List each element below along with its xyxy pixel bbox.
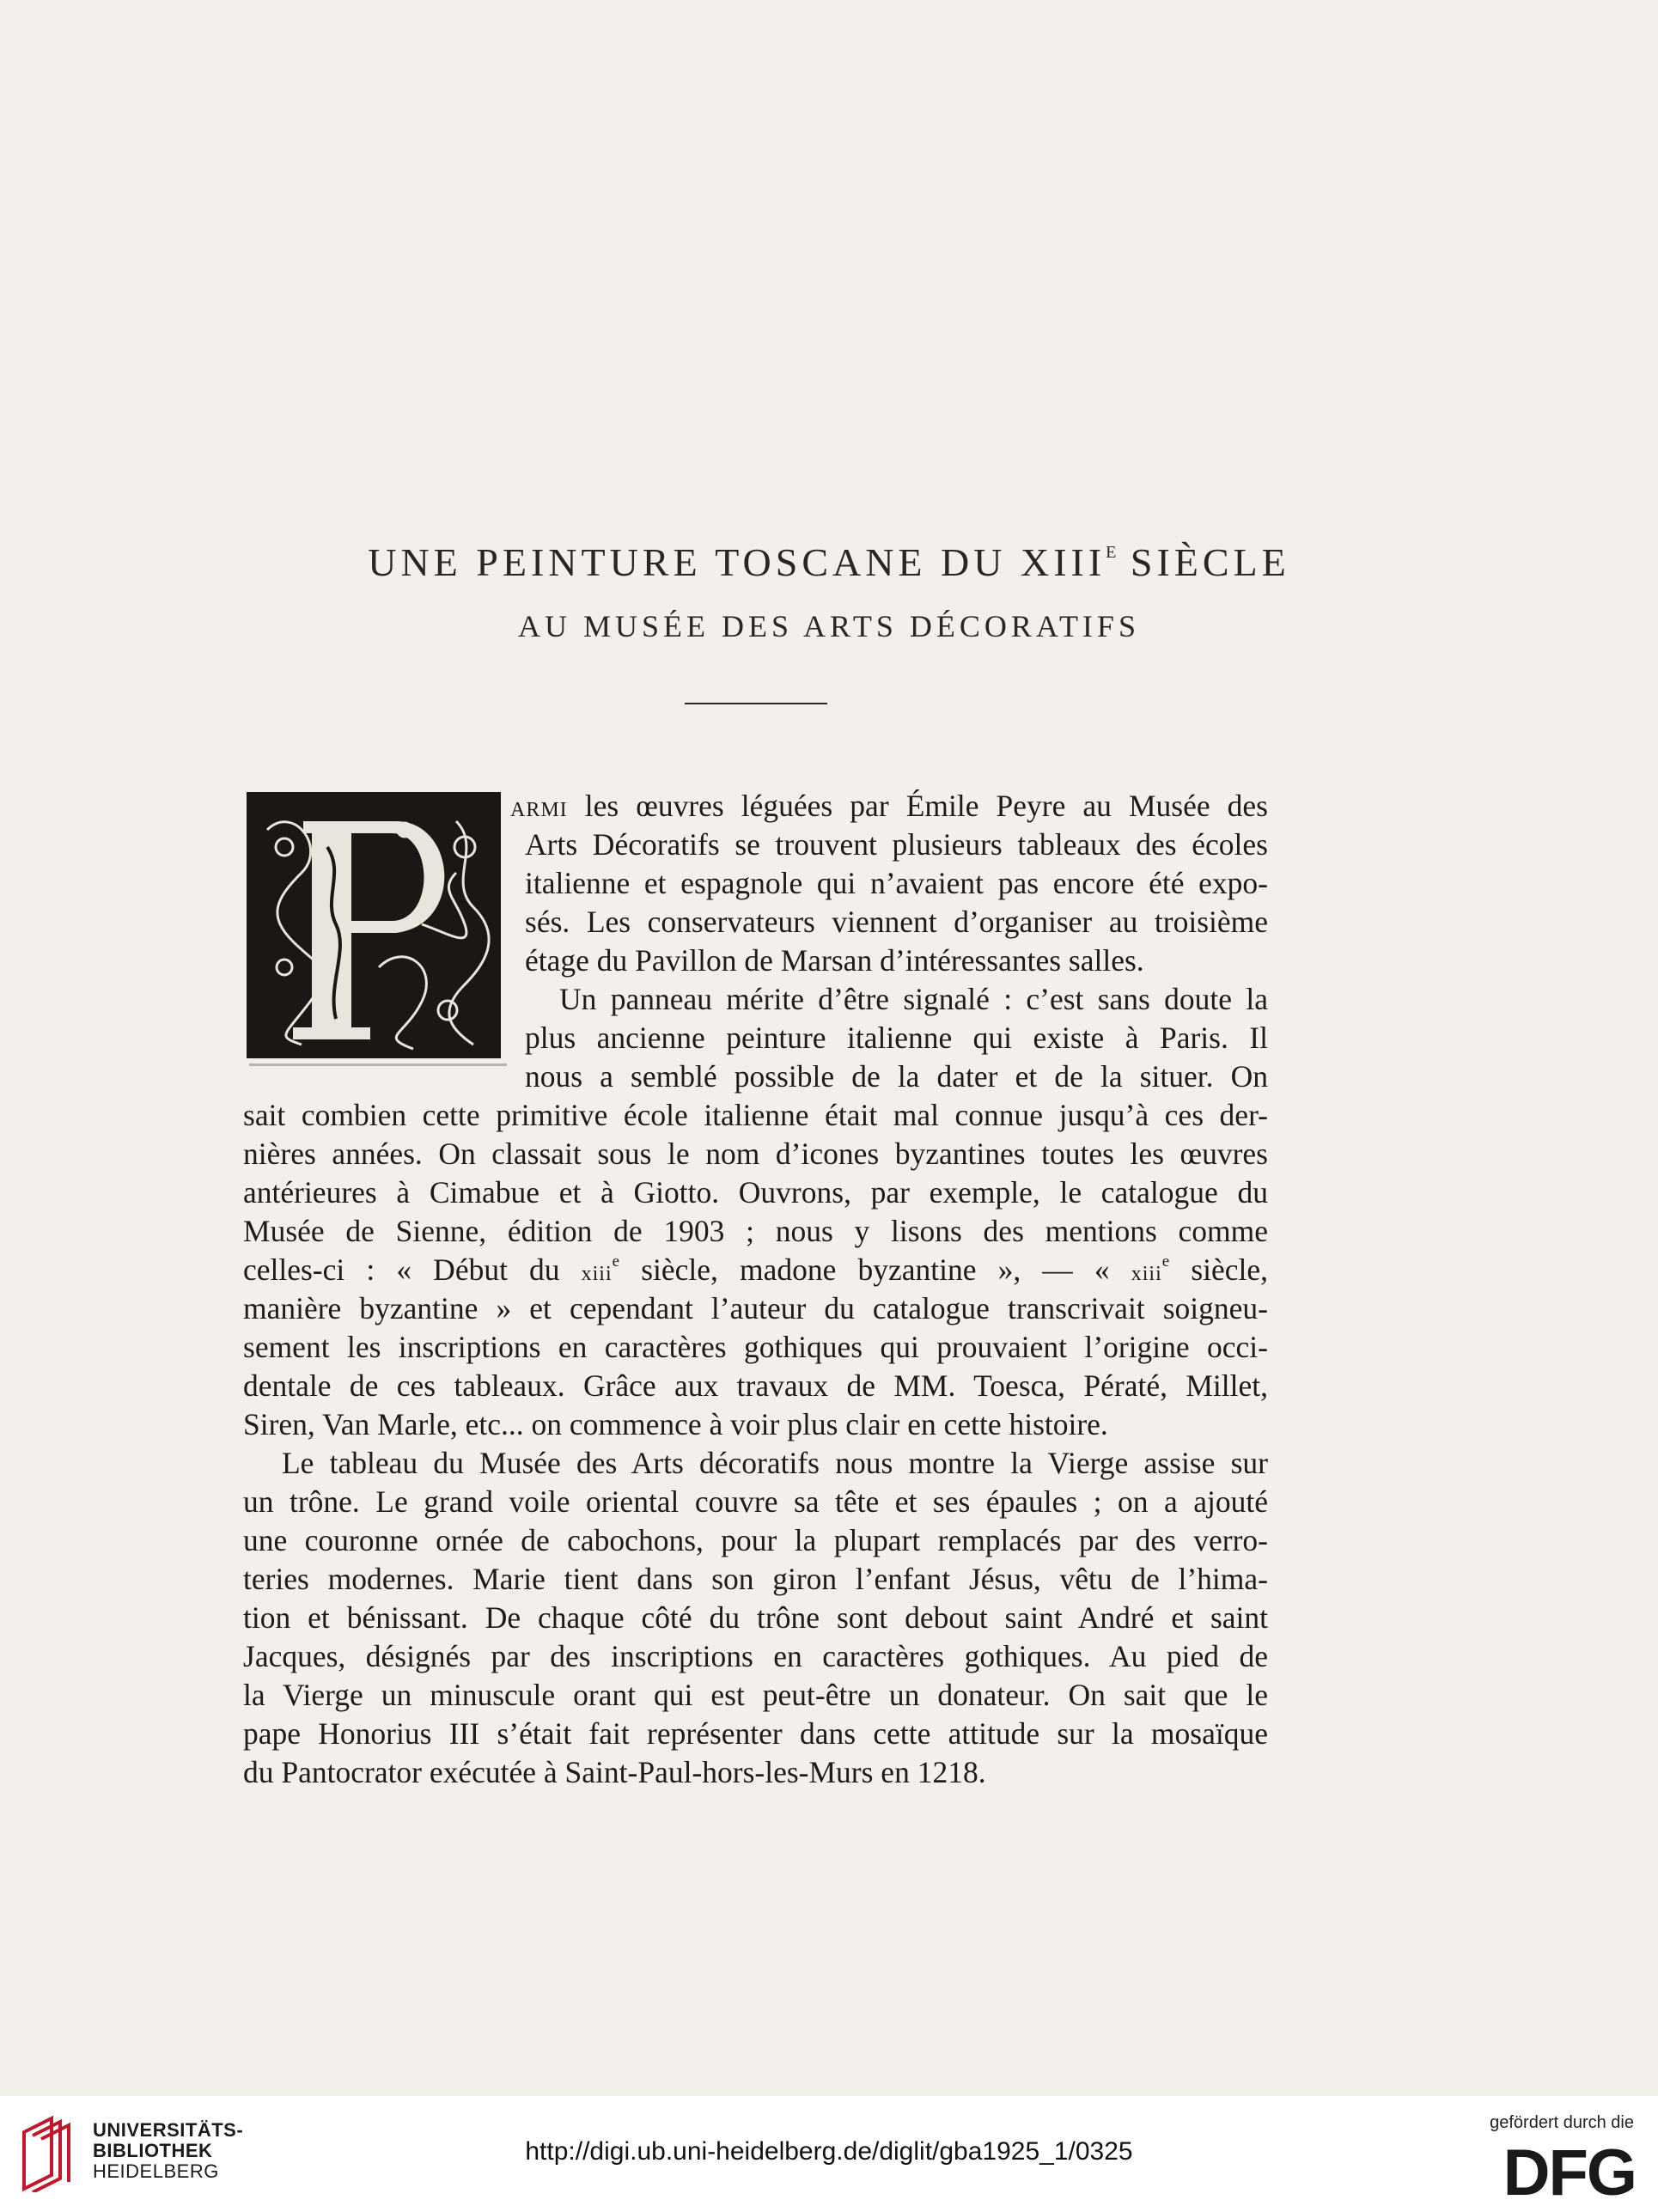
text-line: teries modernes. Marie tient dans son giron l’enfant Jésus, vêtu de l’hima- [243, 1562, 1268, 1596]
text-line: Jacques, désignés par des inscriptions en caractères gothiques. Au pied de [243, 1639, 1268, 1673]
text-line: nières années. On classait sous le nom d’icones byzantines toutes les œuvres [243, 1136, 1268, 1171]
text-line: Arts Décoratifs se trouvent plusieurs tableaux des écoles [525, 827, 1268, 862]
text-line: ARMI les œuvres léguées par Émile Peyre au Musée des [510, 789, 1268, 823]
text-line: pape Honorius III s’était fait représenter dans cette attitude sur la mosaïque [243, 1716, 1268, 1751]
text-line: dentale de ces tableaux. Grâce aux travaux de MM. Toesca, Pératé, Millet, [243, 1368, 1268, 1403]
text-line: Musée de Sienne, édition de 1903 ; nous y lisons des mentions comme [243, 1214, 1268, 1248]
text-line: sés. Les conservateurs viennent d’organiser au troisième [525, 905, 1268, 939]
text-line: sement les inscriptions en caractères gothiques qui prouvaient l’origine occi- [243, 1330, 1268, 1364]
text-line: Siren, Van Marle, etc... on commence à voir plus clair en cette histoire. [243, 1407, 1108, 1441]
text-line: étage du Pavillon de Marsan d’intéressantes salles. [525, 943, 1144, 978]
text-line: sait combien cette primitive école italienne était mal connue jusqu’à ces der- [243, 1098, 1268, 1132]
title-divider [685, 703, 827, 704]
dfg-logo-icon[interactable]: DFG [1503, 2136, 1636, 2209]
text-line: manière byzantine » et cependant l’auteur du catalogue transcrivait soigneu- [243, 1291, 1268, 1325]
text-line: du Pantocrator exécutée à Saint-Paul-hors-les-Murs en 1218. [243, 1755, 986, 1789]
text-line: celles-ci : « Début du xiii$^e$ siècle, madone byzantine », — « xiii$^e$ siècle, [243, 1252, 1269, 1287]
text-line: une couronne ornée de cabochons, pour la plupart remplacés par des verro- [243, 1523, 1268, 1557]
viewer-footer [0, 2096, 1658, 2212]
text-line: plus ancienne peinture italienne qui existe à Paris. Il [525, 1021, 1268, 1055]
text-line: la Vierge un minuscule orant qui est peut-être un donateur. On sait que le [243, 1678, 1268, 1712]
initial-underline [249, 1063, 507, 1066]
text-line: un trône. Le grand voile oriental couvre sa tête et ses épaules ; on a ajouté [243, 1484, 1268, 1519]
library-name: UNIVERSITÄTS- BIBLIOTHEK HEIDELBERG [93, 2119, 244, 2182]
text-line: tion et bénissant. De chaque côté du trône sont debout saint André et saint [243, 1600, 1268, 1635]
text-line: italienne et espagnole qui n’avaient pas encore été expo- [525, 866, 1268, 900]
permalink-url[interactable]: http://digi.ub.uni-heidelberg.de/diglit/gba1925_1/0325 [525, 2137, 1133, 2166]
text-line: antérieures à Cimabue et à Giotto. Ouvrons, par exemple, le catalogue du [243, 1175, 1268, 1210]
text-line: nous a semblé possible de la dater et de la situer. On [525, 1059, 1268, 1094]
text-line: Le tableau du Musée des Arts décoratifs nous montre la Vierge assise sur [282, 1446, 1268, 1480]
ornamental-initial-p [247, 792, 501, 1058]
text-line: Un panneau mérite d’être signalé : c’est sans doute la [559, 982, 1268, 1016]
funder-label: gefördert durch die [1490, 2113, 1634, 2132]
article-subtitle: AU MUSÉE DES ARTS DÉCORATIFS [518, 609, 1140, 643]
article-title: UNE PEINTURE TOSCANE DU $XIII^E$ SIÈCLE [368, 540, 1290, 584]
